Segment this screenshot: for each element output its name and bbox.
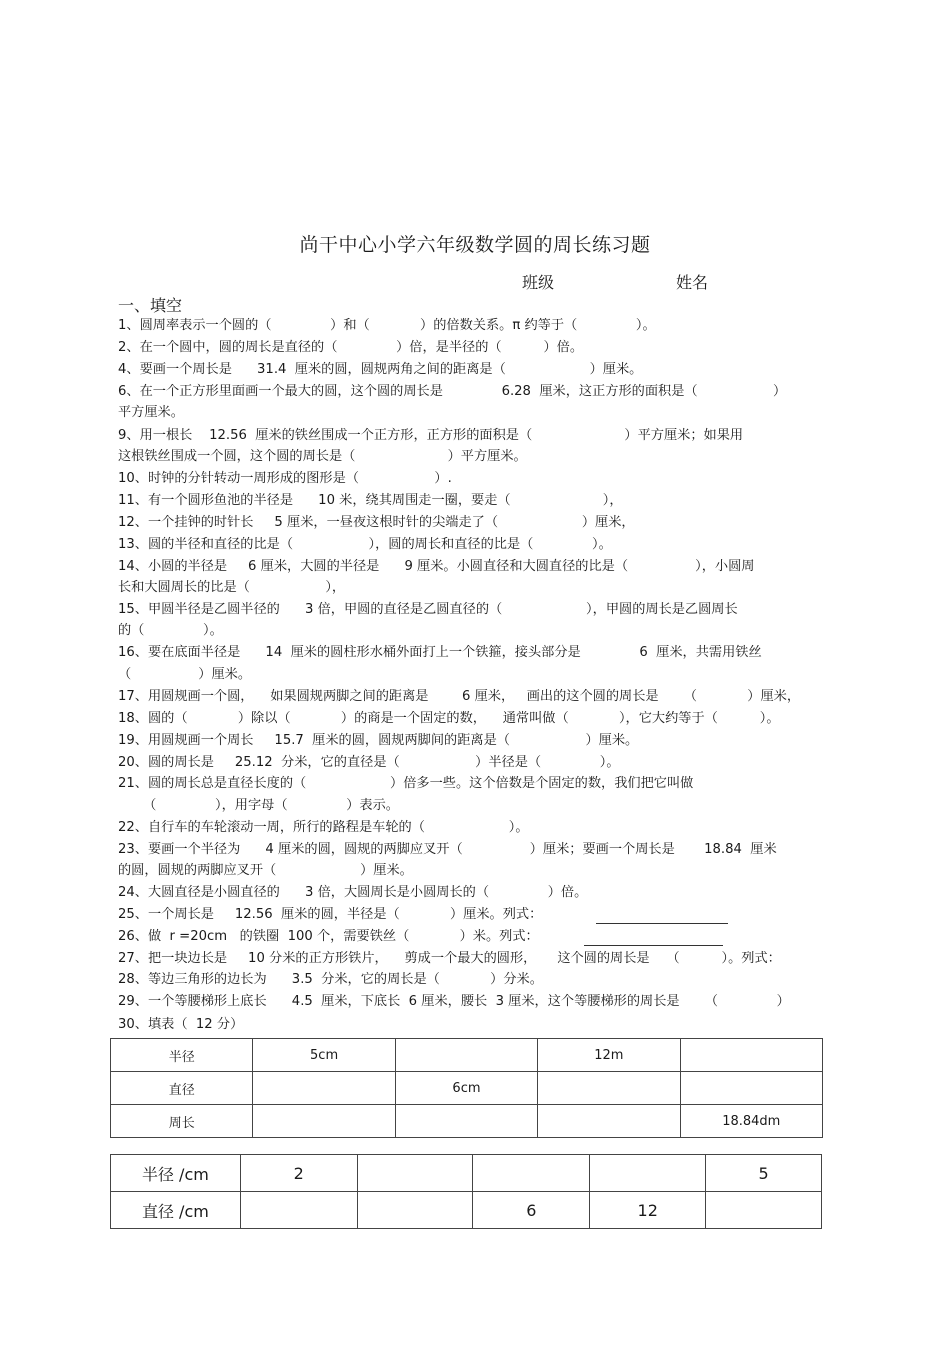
table1-cell[interactable] — [538, 1105, 680, 1138]
question-line: 27、把一块边长是 10 分米的正方形铁片， 剪成一个最大的圆形， 这个圆的周长是 （ ）。列式： — [118, 951, 781, 966]
table2-cell[interactable]: 5 — [706, 1155, 822, 1192]
question-line: 10、时钟的分针转动一周形成的图形是（ ）. — [118, 471, 452, 486]
table1-row-header: 直径 — [111, 1072, 253, 1105]
question-line: 13、圆的半径和直径的比是（ ），圆的周长和直径的比是（ ）。 — [118, 537, 612, 552]
question-line: 20、圆的周长是 25.12 分米，它的直径是（ ）半径是（ ）。 — [118, 755, 620, 770]
question-line: 12、一个挂钟的时针长 5 厘米，一昼夜这根时针的尖端走了（ ）厘米， — [118, 515, 635, 530]
table2-row-header: 直径 /cm — [111, 1192, 241, 1229]
fill-table-2 — [110, 1154, 822, 1229]
question-line: 25、一个周长是 12.56 厘米的圆，半径是（ ）厘米。列式： — [118, 907, 543, 922]
name-label: 姓名 — [676, 273, 709, 292]
table1-cell[interactable] — [680, 1072, 822, 1105]
table1-row-header: 半径 — [111, 1039, 253, 1072]
question-line: 1、圆周率表示一个圆的（ ）和（ ）的倍数关系。π 约等于（ ）。 — [118, 318, 656, 333]
question-line: 16、要在底面半径是 14 厘米的圆柱形水桶外面打上一个铁箍，接头部分是 6 厘米，共需用铁丝 — [118, 645, 762, 660]
table1-row-header: 周长 — [111, 1105, 253, 1138]
table1-cell[interactable] — [395, 1039, 537, 1072]
fill-table-1 — [110, 1038, 823, 1138]
table2-cell[interactable]: 6 — [473, 1192, 590, 1229]
question-line: 15、甲圆半径是乙圆半径的 3 倍，甲圆的直径是乙圆直径的（ ），甲圆的周长是乙圆周长 — [118, 602, 738, 617]
question-line: 的（ ）。 — [118, 623, 223, 638]
table2-cell[interactable] — [240, 1192, 357, 1229]
question-line: 14、小圆的半径是 6 厘米，大圆的半径是 9 厘米。小圆直径和大圆直径的比是（ ），小圆周 — [118, 559, 755, 574]
table1-cell[interactable] — [253, 1072, 395, 1105]
table1-cell[interactable]: 5cm — [253, 1039, 395, 1072]
question-line: 这根铁丝围成一个圆，这个圆的周长是（ ）平方厘米。 — [118, 449, 527, 464]
class-label: 班级 — [522, 273, 555, 292]
question-line: 平方厘米。 — [118, 405, 184, 420]
question-line: 9、用一根长 12.56 厘米的铁丝围成一个正方形，正方形的面积是（ ）平方厘米；如果用 — [118, 428, 744, 443]
table1-cell[interactable] — [253, 1105, 395, 1138]
table2-cell[interactable] — [590, 1155, 706, 1192]
table1-cell[interactable]: 12m — [538, 1039, 680, 1072]
page-title: 尚干中心小学六年级数学圆的周长练习题 — [299, 234, 651, 256]
question-line: 30、填表（ 12 分） — [118, 1017, 244, 1032]
question-line: （ ），用字母（ ）表示。 — [118, 798, 399, 813]
question-line: 2、在一个圆中，圆的周长是直径的（ ）倍，是半径的（ ）倍。 — [118, 340, 584, 355]
formula-line-25[interactable] — [596, 923, 728, 924]
table2-cell[interactable]: 2 — [240, 1155, 357, 1192]
question-line: 的圆，圆规的两脚应叉开（ ）厘米。 — [118, 863, 413, 878]
table-row — [111, 1155, 822, 1192]
table1-cell[interactable]: 6cm — [395, 1072, 537, 1105]
question-line: 4、要画一个周长是 31.4 厘米的圆，圆规两角之间的距离是（ ）厘米。 — [118, 362, 643, 377]
question-line: 21、圆的周长总是直径长度的（ ）倍多一些。这个倍数是个固定的数，我们把它叫做 — [118, 776, 694, 791]
question-line: 17、用圆规画一个圆， 如果圆规两脚之间的距离是 6 厘米， 画出的这个圆的周长是 （ ）厘米， — [118, 689, 801, 704]
question-line: 22、自行车的车轮滚动一周，所行的路程是车轮的（ ）。 — [118, 820, 529, 835]
table1-cell[interactable] — [680, 1039, 822, 1072]
table2-cell[interactable]: 12 — [590, 1192, 706, 1229]
question-line: 26、做 r =20cm 的铁圈 100 个，需要铁丝（ ）米。列式： — [118, 929, 539, 944]
table2-cell[interactable] — [473, 1155, 590, 1192]
question-line: 19、用圆规画一个周长 15.7 厘米的圆，圆规两脚间的距离是（ ）厘米。 — [118, 733, 639, 748]
table1-cell[interactable] — [395, 1105, 537, 1138]
question-line: 18、圆的（ ）除以（ ）的商是一个固定的数， 通常叫做（ ），它大约等于（ ）。 — [118, 711, 780, 726]
table-row — [111, 1039, 823, 1072]
table2-cell[interactable] — [357, 1155, 473, 1192]
table2-cell[interactable] — [706, 1192, 822, 1229]
question-line: 28、等边三角形的边长为 3.5 分米，它的周长是（ ）分米。 — [118, 972, 543, 987]
question-line: 29、一个等腰梯形上底长 4.5 厘米，下底长 6 厘米，腰长 3 厘米，这个等腰梯形的周长是 （ ） — [118, 994, 790, 1009]
table-row — [111, 1105, 823, 1138]
table2-cell[interactable] — [357, 1192, 473, 1229]
section-heading: 一、填空 — [118, 296, 183, 315]
formula-line-26[interactable] — [584, 945, 723, 946]
question-line: 11、有一个圆形鱼池的半径是 10 米，绕其周围走一圈，要走（ ）， — [118, 493, 623, 508]
question-line: 24、大圆直径是小圆直径的 3 倍，大圆周长是小圆周长的（ ）倍。 — [118, 885, 588, 900]
table1-cell[interactable] — [538, 1072, 680, 1105]
question-line: 长和大圆周长的比是（ ）， — [118, 580, 346, 595]
table-row — [111, 1072, 823, 1105]
table-row — [111, 1192, 822, 1229]
table2-row-header: 半径 /cm — [111, 1155, 241, 1192]
question-line: （ ）厘米。 — [118, 667, 252, 682]
question-line: 6、在一个正方形里面画一个最大的圆，这个圆的周长是 6.28 厘米，这正方形的面积是（ ） — [118, 384, 787, 399]
table1-cell[interactable]: 18.84dm — [680, 1105, 822, 1138]
question-line: 23、要画一个半径为 4 厘米的圆，圆规的两脚应叉开（ ）厘米；要画一个周长是 18.84 厘米 — [118, 842, 777, 857]
